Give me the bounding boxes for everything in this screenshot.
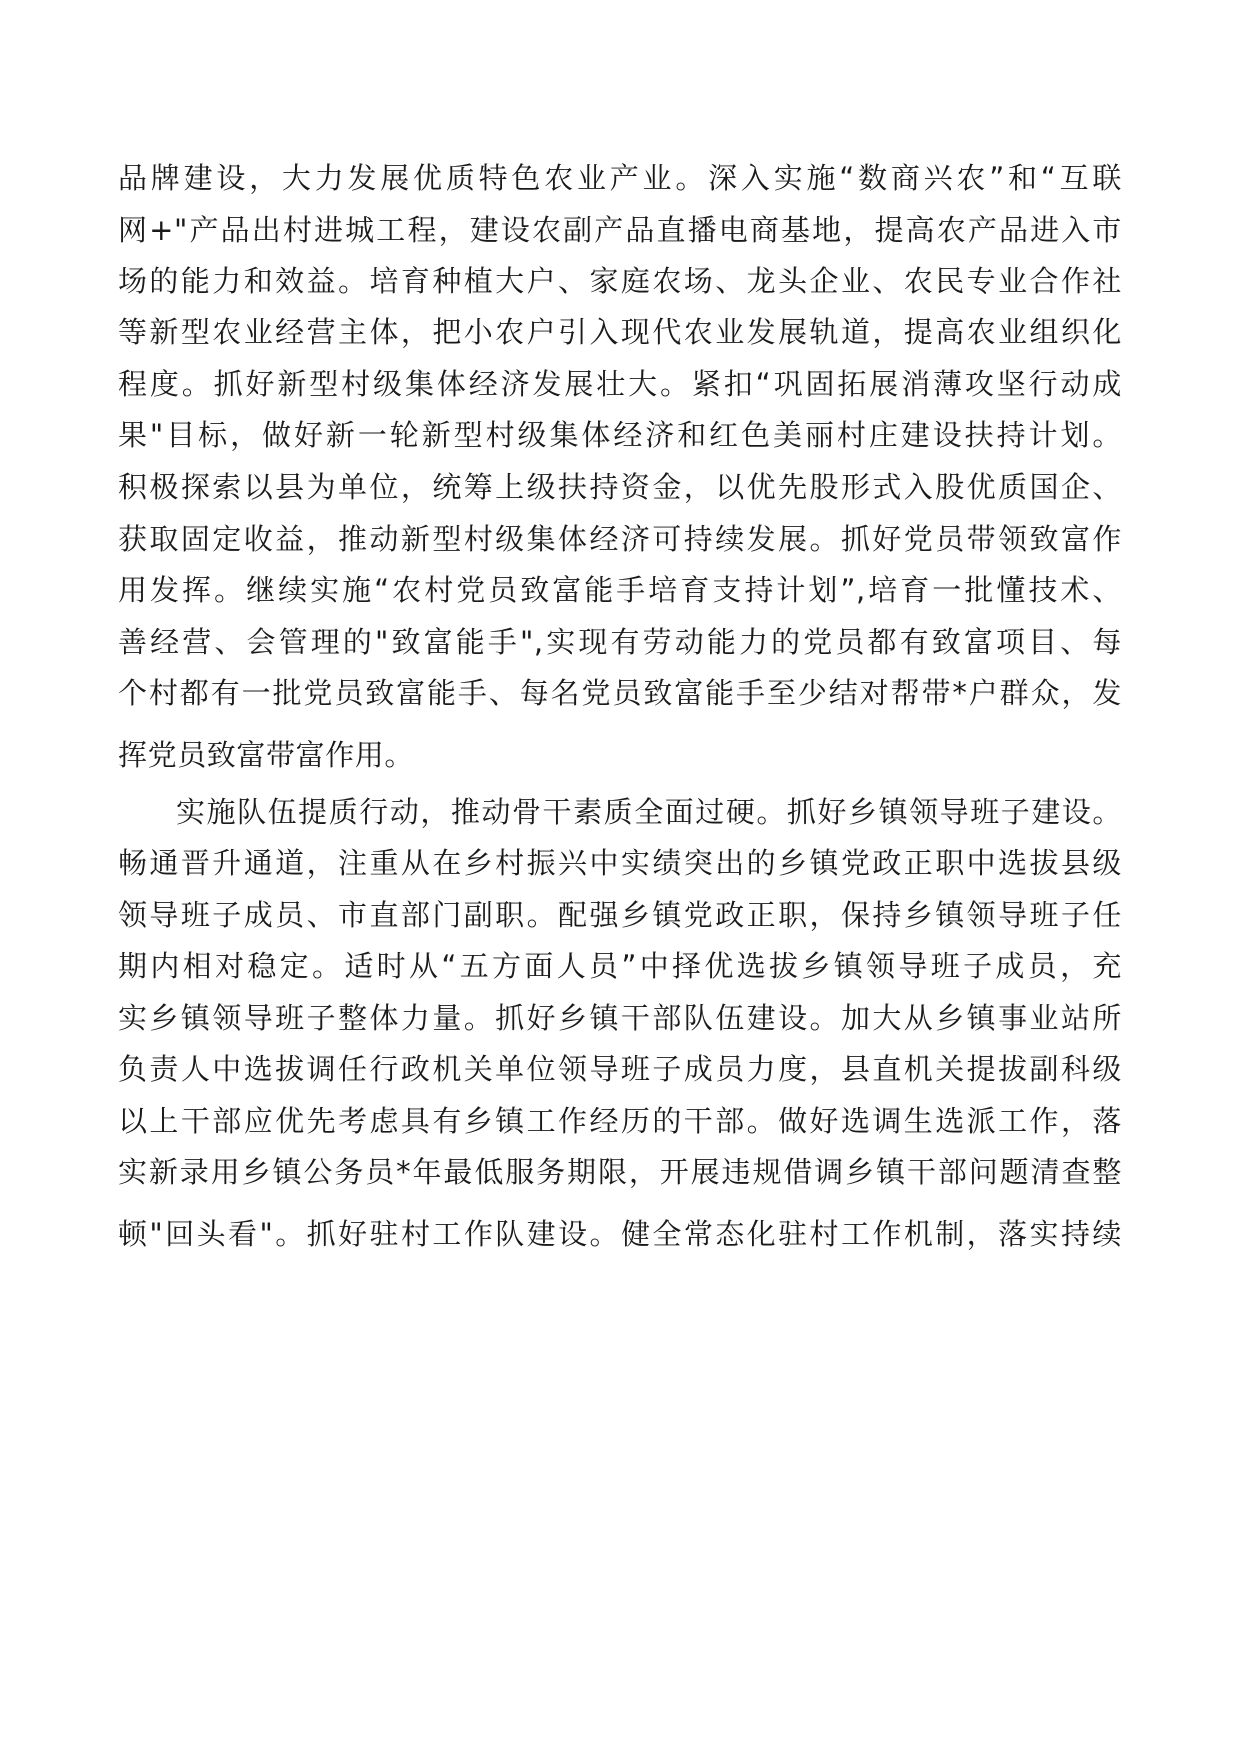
text-line: 实新录用乡镇公务员*年最低服务期限，开展违规借调乡镇干部问题清查整 [118, 1155, 1122, 1189]
text-line: 挥党员致富带富作用。 [118, 738, 415, 772]
text-line: 积极探索以县为单位，统筹上级扶持资金，以优先股形式入股优质国企、 [118, 470, 1122, 504]
text-line: 期内相对稳定。适时从“五方面人员”中择优选拔乡镇领导班子成员，充 [118, 949, 1122, 983]
text-line: 等新型农业经营主体，把小农户引入现代农业发展轨道，提高农业组织化 [118, 315, 1122, 349]
text-line: 品牌建设，大力发展优质特色农业产业。深入实施“数商兴农”和“互联 [118, 161, 1122, 195]
text-line: 负责人中选拔调任行政机关单位领导班子成员力度，县直机关提拔副科级 [118, 1052, 1122, 1086]
text-line: 实乡镇领导班子整体力量。抓好乡镇干部队伍建设。加大从乡镇事业站所 [118, 1001, 1122, 1035]
text-line: 用发挥。继续实施“农村党员致富能手培育支持计划”,培育一批懂技术、 [118, 573, 1122, 607]
text-line: 个村都有一批党员致富能手、每名党员致富能手至少结对帮带*户群众，发 [118, 676, 1122, 710]
text-line: 以上干部应优先考虑具有乡镇工作经历的干部。做好选调生选派工作，落 [118, 1104, 1122, 1138]
text-line: 实施队伍提质行动，推动骨干素质全面过硬。抓好乡镇领导班子建设。 [176, 795, 1122, 829]
text-line: 顿"回头看"。抓好驻村工作队建设。健全常态化驻村工作机制，落实持续 [118, 1217, 1122, 1251]
text-line: 获取固定收益，推动新型村级集体经济可持续发展。抓好党员带领致富作 [118, 522, 1122, 556]
text-line: 网+"产品出村进城工程，建设农副产品直播电商基地，提高农产品进入市 [118, 213, 1122, 247]
text-line: 场的能力和效益。培育种植大户、家庭农场、龙头企业、农民专业合作社 [118, 264, 1122, 298]
text-line: 果"目标，做好新一轮新型村级集体经济和红色美丽村庄建设扶持计划。 [118, 418, 1122, 452]
text-line: 畅通晋升通道，注重从在乡村振兴中实绩突出的乡镇党政正职中选拔县级 [118, 846, 1122, 880]
text-line: 善经营、会管理的"致富能手",实现有劳动能力的党员都有致富项目、每 [118, 625, 1122, 659]
text-line: 领导班子成员、市直部门副职。配强乡镇党政正职，保持乡镇领导班子任 [118, 898, 1122, 932]
text-line: 程度。抓好新型村级集体经济发展壮大。紧扣“巩固拓展消薄攻坚行动成 [118, 367, 1122, 401]
